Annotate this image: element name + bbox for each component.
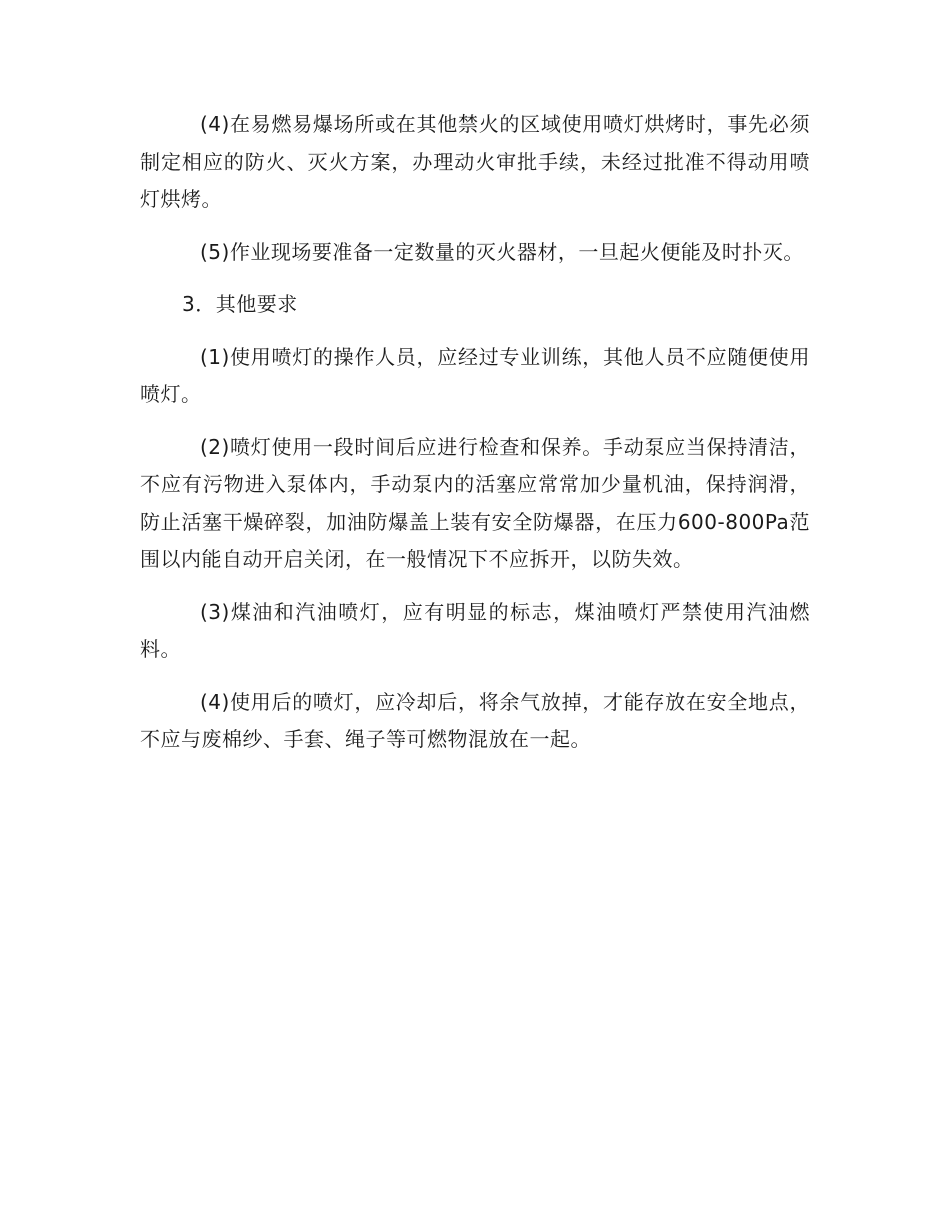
paragraph-requirement-2: (2)喷灯使用一段时间后应进行检查和保养。手动泵应当保持清洁，不应有污物进入泵体内，手动泵内的活塞应常常加少量机油，保持润滑，防止活塞干燥碎裂，加油防爆盖上装有安全防爆器，在压力600-800Pa范围以内能自动开启关闭，在一般情况下不应拆开，以防失效。 xyxy=(140,434,810,571)
section-heading: 3．其他要求 xyxy=(182,292,298,316)
paragraph-requirement-3: (3)煤油和汽油喷灯，应有明显的标志，煤油喷灯严禁使用汽油燃料。 xyxy=(140,599,810,661)
document-body xyxy=(140,106,810,774)
paragraph-requirement-1: (1)使用喷灯的操作人员，应经过专业训练，其他人员不应随便使用喷灯。 xyxy=(140,344,810,406)
paragraph-item-5-extinguishers: (5)作业现场要准备一定数量的灭火器材，一旦起火便能及时扑灭。 xyxy=(200,239,804,264)
paragraph-requirement-4: (4)使用后的喷灯，应冷却后，将余气放掉，才能存放在安全地点，不应与废棉纱、手套、绳子等可燃物混放在一起。 xyxy=(140,689,810,751)
paragraph-item-4-fire-zone: (4)在易燃易爆场所或在其他禁火的区域使用喷灯烘烤时，事先必须制定相应的防火、灭火方案，办理动火审批手续，未经过批准不得动用喷灯烘烤。 xyxy=(140,112,810,211)
